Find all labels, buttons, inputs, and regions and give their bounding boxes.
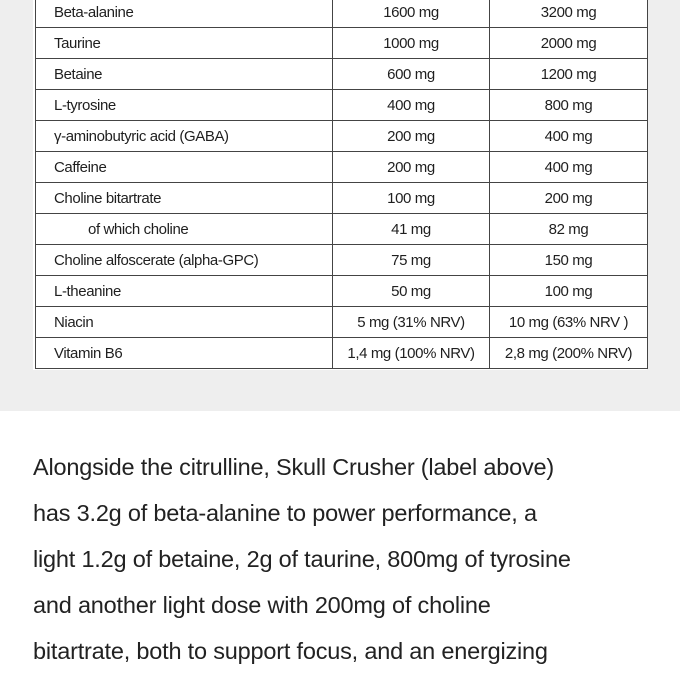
facts-table-body [36,0,648,369]
ingredient-name-cell: γ-aminobutyric acid (GABA) [36,121,333,152]
facts-row [36,276,648,307]
article-line: Alongside the citrulline, Skull Crusher (label above) [33,454,555,480]
amount-per-double-serving-cell: 2,8 mg (200% NRV) [490,338,648,369]
amount-per-serving-cell: 1000 mg [333,28,490,59]
article-line: and another light dose with 200mg of choline [33,592,491,618]
amount-per-double-serving-cell: 82 mg [490,214,648,245]
article-line: bitartrate, both to support focus, and an energizing [33,638,548,664]
amount-per-serving-cell: 200 mg [333,121,490,152]
ingredient-name-cell: L-tyrosine [36,90,333,121]
facts-row [36,245,648,276]
ingredient-name-cell: Betaine [36,59,333,90]
amount-per-double-serving-cell: 400 mg [490,152,648,183]
facts-row [36,90,648,121]
amount-per-double-serving-cell: 800 mg [490,90,648,121]
amount-per-serving-cell: 50 mg [333,276,490,307]
ingredient-name-cell: Beta-alanine [36,0,333,28]
amount-per-double-serving-cell: 100 mg [490,276,648,307]
amount-per-serving-cell: 200 mg [333,152,490,183]
facts-row [36,59,648,90]
article-line: has 3.2g of beta-alanine to power performance, a [33,500,537,526]
ingredient-name-cell: Vitamin B6 [36,338,333,369]
ingredient-name-cell: Choline alfoscerate (alpha-GPC) [36,245,333,276]
facts-row [36,0,648,28]
amount-per-serving-cell: 1,4 mg (100% NRV) [333,338,490,369]
ingredient-name-cell: of which choline [36,214,333,245]
amount-per-double-serving-cell: 10 mg (63% NRV ) [490,307,648,338]
amount-per-double-serving-cell: 400 mg [490,121,648,152]
article-line: light 1.2g of betaine, 2g of taurine, 800mg of tyrosine [33,546,571,572]
amount-per-double-serving-cell: 150 mg [490,245,648,276]
ingredient-name-cell: Choline bitartrate [36,183,333,214]
facts-row [36,307,648,338]
amount-per-double-serving-cell: 2000 mg [490,28,648,59]
facts-row [36,152,648,183]
facts-row [36,121,648,152]
amount-per-double-serving-cell: 1200 mg [490,59,648,90]
amount-per-double-serving-cell: 200 mg [490,183,648,214]
amount-per-serving-cell: 5 mg (31% NRV) [333,307,490,338]
ingredient-name-cell: L-theanine [36,276,333,307]
amount-per-serving-cell: 600 mg [333,59,490,90]
facts-row [36,183,648,214]
amount-per-serving-cell: 1600 mg [333,0,490,28]
amount-per-serving-cell: 400 mg [333,90,490,121]
article-body [33,444,653,674]
amount-per-serving-cell: 41 mg [333,214,490,245]
amount-per-double-serving-cell: 3200 mg [490,0,648,28]
facts-row [36,338,648,369]
ingredient-name-cell: Niacin [36,307,333,338]
facts-row [36,28,648,59]
ingredient-name-cell: Caffeine [36,152,333,183]
amount-per-serving-cell: 75 mg [333,245,490,276]
amount-per-serving-cell: 100 mg [333,183,490,214]
ingredient-name-cell: Taurine [36,28,333,59]
supplement-facts-table [35,0,648,369]
facts-row [36,214,648,245]
